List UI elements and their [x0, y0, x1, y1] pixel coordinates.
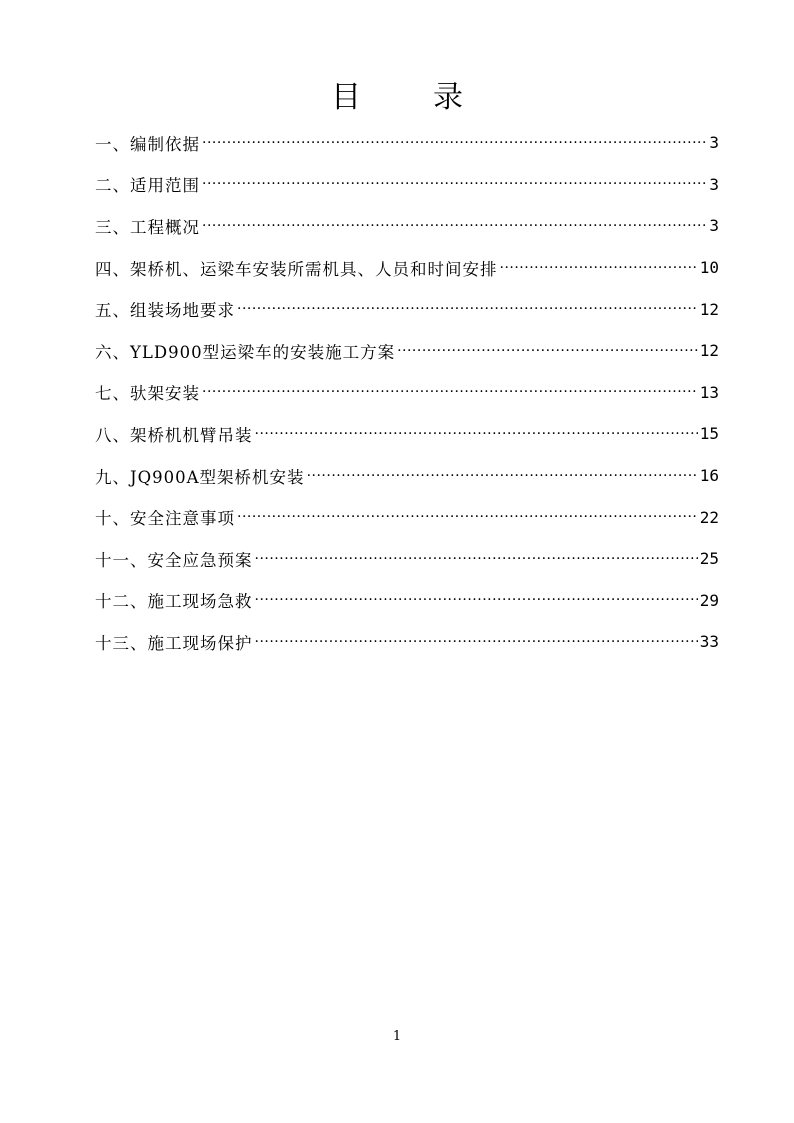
toc-entry[interactable]: [95, 288, 719, 330]
toc-entry-label: 九、JQ900A型架桥机安装: [95, 467, 305, 487]
toc-entry[interactable]: [95, 122, 719, 164]
dot-leader: [237, 509, 698, 525]
toc-entry-page: 16: [699, 466, 719, 486]
toc-entry-page: 12: [699, 341, 719, 361]
dot-leader: [255, 426, 698, 442]
dot-leader: [202, 135, 707, 151]
toc-entry-page: 12: [699, 299, 719, 319]
toc-entry[interactable]: [95, 496, 719, 538]
page-number: 1: [392, 1029, 402, 1044]
dot-leader: [255, 634, 698, 650]
toc-entry-label: 十一、安全应急预案: [95, 550, 253, 570]
toc-entry-page: 33: [699, 632, 719, 652]
page-title: [0, 78, 794, 118]
toc-entry[interactable]: [95, 330, 719, 372]
toc-entry[interactable]: [95, 580, 719, 622]
toc-entry-page: 13: [699, 382, 719, 402]
toc-entry[interactable]: [95, 621, 719, 663]
toc-entry-label: 三、工程概况: [95, 217, 200, 237]
dot-leader: [397, 343, 698, 359]
toc-entry-label: 八、架桥机机臂吊装: [95, 425, 253, 445]
dot-leader: [255, 592, 698, 608]
dot-leader: [237, 301, 698, 317]
toc-entry-label: 四、架桥机、运梁车安装所需机具、人员和时间安排: [95, 259, 498, 279]
toc-entry-page: 3: [709, 174, 719, 194]
toc-entry-label: 二、适用范围: [95, 176, 200, 196]
toc-entry[interactable]: [95, 413, 719, 455]
dot-leader: [202, 384, 698, 400]
toc-entry-page: 29: [699, 590, 719, 610]
dot-leader: [202, 176, 707, 192]
toc-entry[interactable]: [95, 205, 719, 247]
toc-entry-label: 六、YLD900型运梁车的安装施工方案: [95, 342, 396, 362]
toc-entry-label: 十、安全注意事项: [95, 509, 235, 529]
toc-entry-page: 3: [709, 133, 719, 153]
toc-entry[interactable]: [95, 247, 719, 289]
toc-entry-page: 22: [699, 507, 719, 527]
table-of-contents: [95, 122, 719, 663]
toc-entry-label: 五、组装场地要求: [95, 301, 235, 321]
title-char-1: 目: [331, 80, 361, 115]
toc-entry-label: 七、驮架安装: [95, 384, 200, 404]
toc-entry-label: 十三、施工现场保护: [95, 633, 253, 653]
dot-leader: [202, 218, 707, 234]
title-char-2: 录: [433, 80, 463, 115]
toc-entry-page: 25: [699, 549, 719, 569]
toc-entry[interactable]: [95, 164, 719, 206]
toc-entry-page: 10: [699, 258, 719, 278]
dot-leader: [307, 468, 698, 484]
toc-entry[interactable]: [95, 372, 719, 414]
dot-leader: [255, 551, 698, 567]
toc-entry-label: 十二、施工现场急救: [95, 592, 253, 612]
toc-entry-page: 3: [709, 216, 719, 236]
dot-leader: [500, 260, 698, 276]
toc-entry[interactable]: [95, 538, 719, 580]
toc-entry-page: 15: [699, 424, 719, 444]
toc-entry-label: 一、编制依据: [95, 134, 200, 154]
toc-entry[interactable]: [95, 455, 719, 497]
